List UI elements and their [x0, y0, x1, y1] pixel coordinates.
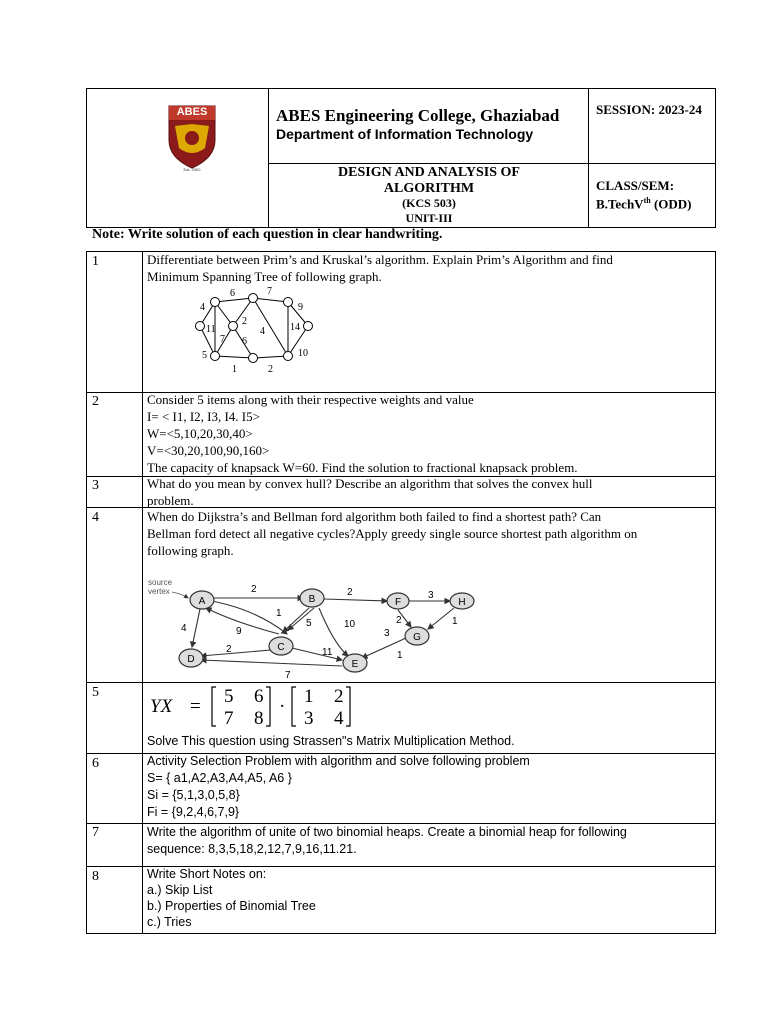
svg-text:=: =: [190, 696, 201, 717]
q1-weight: 9: [298, 302, 303, 313]
q4-weight: 2: [347, 587, 353, 598]
question-number: 2: [92, 394, 99, 409]
question-5-text: Solve This question using Strassen"s Matrix Multiplication Method.: [147, 734, 515, 748]
q4-weight: 2: [226, 644, 232, 655]
matrix-b-cell: 1: [304, 686, 314, 707]
q4-weight: 1: [276, 608, 282, 619]
logo-est: Est. 2000: [183, 167, 201, 172]
matrix-a-cell: 5: [224, 686, 234, 707]
matrix-equation: [150, 683, 370, 729]
course-title-line2: ALGORITHM: [383, 181, 475, 196]
graph-node: A: [198, 596, 206, 607]
class-sem: [596, 178, 691, 211]
graph-node: E: [351, 659, 359, 670]
q4-weight: 9: [236, 626, 242, 637]
matrix-b-cell: 2: [334, 686, 344, 707]
matrix-a-cell: 7: [224, 708, 234, 729]
matrix-lhs: YX: [150, 696, 173, 717]
graph-node: H: [458, 597, 466, 608]
question-number: 6: [92, 756, 99, 771]
svg-text:·: ·: [279, 696, 286, 717]
college-name: ABES Engineering College, Ghaziabad: [276, 106, 560, 125]
q4-weight: 1: [397, 650, 403, 661]
graph-node: D: [187, 654, 195, 665]
graph-q1: [190, 284, 320, 376]
q4-weight: 4: [181, 623, 187, 634]
question-7-text: Write the algorithm of unite of two binomial heaps. Create a binomial heap for following sequence: 8,3,5,18,2,12,7,9,16,11.21.: [147, 825, 627, 856]
q4-weight: 1: [452, 616, 458, 627]
question-1-text: Differentiate between Prim’s and Kruskal’s algorithm. Explain Prim’s Algorithm and find Minimum Spanning Tree of following graph.: [147, 252, 613, 284]
question-number: 4: [92, 510, 99, 525]
q1-weight: 4: [200, 302, 205, 313]
q1-weight: 11: [206, 324, 216, 335]
source-label: source: [148, 578, 173, 587]
course-title: [270, 165, 588, 226]
graph-node: F: [394, 597, 402, 608]
matrix-a-cell: 8: [254, 708, 264, 729]
question-number: 3: [92, 478, 99, 493]
matrix-b-cell: 4: [334, 708, 344, 729]
course-code: (KCS 503): [402, 196, 456, 210]
question-2-text: Consider 5 items along with their respective weights and value I= < I1, I2, I3, I4. I5> W=<5,10,20,30,40> V=<30,20,100,90,160> The capacity of knapsack W=60. Find the solution to fractional knapsack problem.: [147, 392, 578, 475]
q1-weight: 14: [290, 322, 300, 333]
q4-weight: 3: [428, 590, 434, 601]
question-3-text: What do you mean by convex hull? Describe an algorithm that solves the convex hull problem.: [147, 476, 593, 508]
matrix-a-cell: 6: [254, 686, 264, 707]
note: Note: Write solution of each question in clear handwriting.: [92, 227, 443, 242]
class-value: B.TechV$^{th}$ (ODD): [596, 196, 692, 212]
q4-weight: 11: [322, 647, 333, 658]
q1-weight: 4: [260, 326, 265, 337]
course-title-line1: DESIGN AND ANALYSIS OF: [338, 165, 520, 180]
question-8-text: Write Short Notes on: a.) Skip List b.) Properties of Binomial Tree c.) Tries: [147, 867, 316, 929]
q4-weight: 5: [306, 618, 312, 629]
q1-weight: 6: [230, 288, 235, 299]
unit-label: UNIT-III: [405, 211, 453, 225]
question-number: 5: [92, 685, 99, 700]
vertex-label: vertex: [148, 587, 170, 596]
logo-text: ABES: [176, 106, 208, 118]
graph-node: C: [277, 642, 285, 653]
q4-weight: 7: [285, 670, 291, 681]
q1-weight: 7: [220, 334, 225, 345]
q4-weight: 2: [251, 584, 257, 595]
q1-weight: 7: [267, 286, 272, 297]
q1-weight: 10: [298, 348, 308, 359]
matrix-b-cell: 3: [304, 708, 314, 729]
graph-node: G: [413, 632, 421, 643]
q1-weight: 1: [232, 364, 237, 375]
graph-q4: [144, 574, 486, 682]
class-label: CLASS/SEM:: [596, 178, 675, 193]
q4-weight: 2: [396, 615, 402, 626]
q1-weight: 2: [268, 364, 273, 375]
graph-node: B: [308, 594, 316, 605]
question-number: 7: [92, 825, 99, 840]
question-4-text: When do Dijkstra’s and Bellman ford algorithm both failed to find a shortest path? Can Bellman ford detect all negative cycles?Apply greedy single source shortest path algorithm on following graph.: [147, 509, 638, 558]
question-number: 1: [92, 254, 99, 269]
q1-weight: 5: [202, 350, 207, 361]
session-label: SESSION: 2023-24: [596, 102, 702, 117]
q4-weight: 10: [344, 619, 356, 630]
q1-weight: 6: [242, 336, 247, 347]
question-number: 8: [92, 869, 99, 884]
q1-weight: 2: [242, 316, 247, 327]
q4-weight: 3: [384, 628, 390, 639]
question-6-text: Activity Selection Problem with algorithm and solve following problem S= { a1,A2,A3,A4,A5, A6 } Si = {5,1,3,0,5,8} Fi = {9,2,4,6,7,9}: [147, 754, 530, 819]
department-name: Department of Information Technology: [276, 126, 534, 142]
